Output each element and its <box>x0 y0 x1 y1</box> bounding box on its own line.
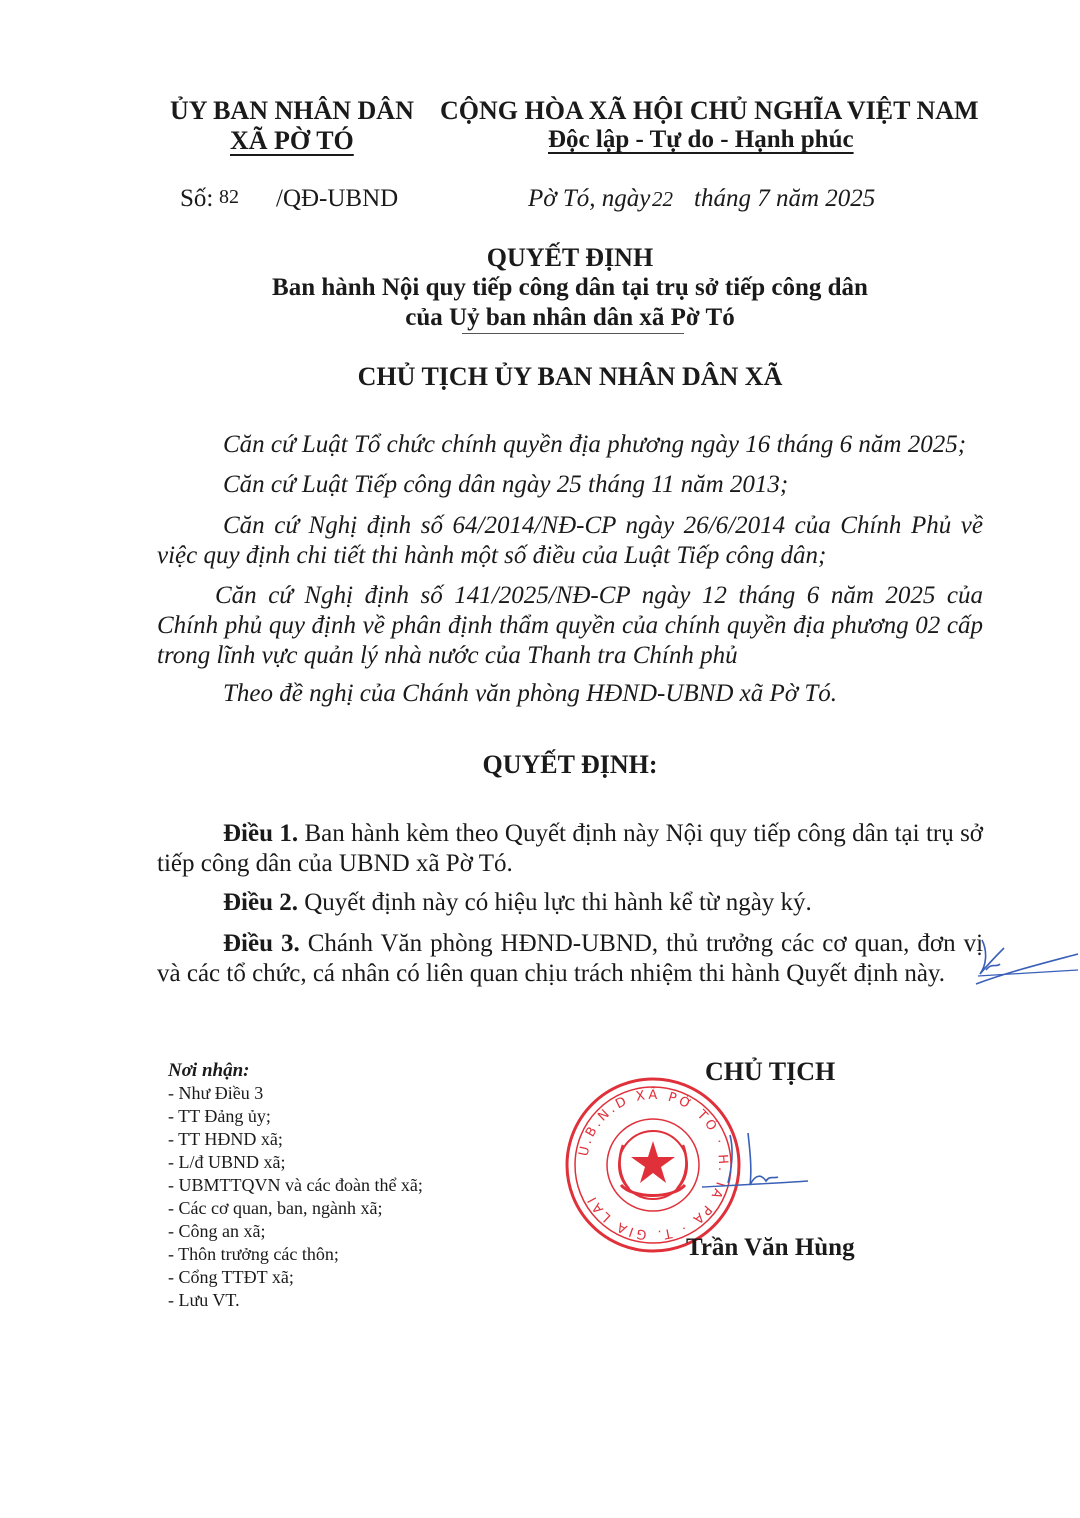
recipient-item: - UBMTTQVN và các đoàn thể xã; <box>168 1175 423 1195</box>
svg-text:U.B.N.D XÃ PỜ TÓ · H. IA PA ·: U.B.N.D XÃ PỜ TÓ · H. IA PA · T. GIA LAI <box>576 1087 731 1243</box>
recipient-item: - TT HĐND xã; <box>168 1129 283 1149</box>
title-underline <box>462 333 684 334</box>
agency-name: ỦY BAN NHÂN DÂN <box>170 96 414 125</box>
nation-title: CỘNG HÒA XÃ HỘI CHỦ NGHĨA VIỆT NAM <box>440 96 979 125</box>
date-day: 22 <box>652 187 673 211</box>
recipients-heading: Nơi nhận: <box>168 1060 250 1081</box>
article-1: Điều 1. Ban hành kèm theo Quyết định này Nội quy tiếp công dân tại trụ sở tiếp công dân của UBND xã Pờ Tó. <box>157 820 984 877</box>
authority-heading: CHỦ TỊCH ỦY BAN NHÂN DÂN XÃ <box>357 362 783 391</box>
recipient-item: - L/đ UBND xã; <box>168 1152 286 1172</box>
article-3: Điều 3. Chánh Văn phòng HĐND-UBND, thủ trưởng các cơ quan, đơn vị và các tổ chức, cá nhân có liên quan chịu trách nhiệm thi hành Quyết định này. <box>157 930 984 987</box>
commune-name: XÃ PỜ TÓ <box>230 126 354 155</box>
doc-number-prefix: Số: <box>180 185 214 212</box>
chairman-signature <box>700 1125 810 1195</box>
decision-heading: QUYẾT ĐỊNH: <box>482 750 658 779</box>
basis-5: Theo đề nghị của Chánh văn phòng HĐND-UBND xã Pờ Tó. <box>223 680 837 707</box>
recipient-item: - Công an xã; <box>168 1221 266 1241</box>
basis-2: Căn cứ Luật Tiếp công dân ngày 25 tháng 11 năm 2013; <box>223 471 789 498</box>
initials-signature <box>968 932 1080 992</box>
recipient-item: - Các cơ quan, ban, ngành xã; <box>168 1198 383 1218</box>
doc-number-suffix: /QĐ-UBND <box>276 185 399 212</box>
recipients-block <box>168 1059 423 1312</box>
article-2: Điều 2. Quyết định này có hiệu lực thi hành kể từ ngày ký. <box>223 889 812 916</box>
signer-role: CHỦ TỊCH <box>705 1057 836 1086</box>
title-sub-line1: Ban hành Nội quy tiếp công dân tại trụ sở tiếp công dân <box>272 274 868 301</box>
recipient-item: - Lưu VT. <box>168 1290 240 1310</box>
title-main: QUYẾT ĐỊNH <box>486 243 654 272</box>
recipient-item: - Như Điều 3 <box>168 1083 264 1103</box>
recipient-item: - TT Đảng ủy; <box>168 1106 271 1126</box>
basis-3: Căn cứ Nghị định số 64/2014/NĐ-CP ngày 26/6/2014 của Chính Phủ về việc quy định chi tiết thi hành một số điều của Luật Tiếp công dân; <box>157 512 983 569</box>
signer-name: Trần Văn Hùng <box>686 1234 855 1261</box>
basis-1: Căn cứ Luật Tổ chức chính quyền địa phương ngày 16 tháng 6 năm 2025; <box>223 431 967 458</box>
date-rest: tháng 7 năm 2025 <box>694 185 876 212</box>
recipient-item: - Thôn trưởng các thôn; <box>168 1244 339 1264</box>
date-place: Pờ Tó, ngày <box>528 185 651 212</box>
nation-motto: Độc lập - Tự do - Hạnh phúc <box>548 126 854 153</box>
basis-4: Căn cứ Nghị định số 141/2025/NĐ-CP ngày 12 tháng 6 năm 2025 của Chính phủ quy định về phân định thẩm quyền của chính quyền địa phương 02 cấp trong lĩnh vực quản lý nhà nước của Thanh tra Chính phủ <box>157 582 983 669</box>
recipient-item: - Cổng TTĐT xã; <box>168 1267 294 1287</box>
doc-number-value: 82 <box>219 186 239 208</box>
title-sub-line2: của Uỷ ban nhân dân xã Pờ Tó <box>405 304 735 331</box>
